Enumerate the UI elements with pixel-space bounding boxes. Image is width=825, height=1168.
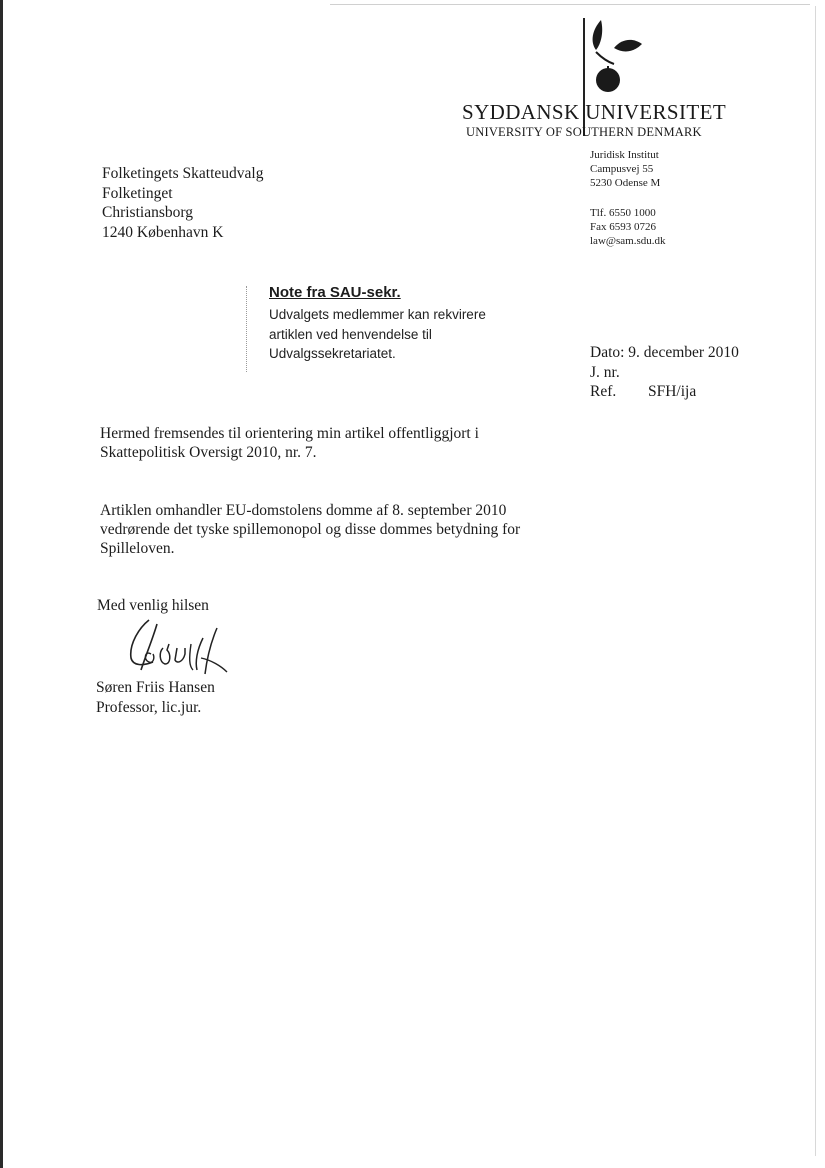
note-stamp-border: [246, 286, 248, 372]
university-name: SYDDANSK UNIVERSITET: [462, 100, 727, 124]
note-title: Note fra SAU-sekr.: [269, 284, 401, 301]
institute-address: [590, 148, 660, 190]
letter-meta: [590, 343, 739, 402]
closing-greeting: Med venlig hilsen: [97, 597, 209, 614]
email-address: law@sam.sdu.dk: [590, 235, 666, 247]
body-line: Skattepolitisk Oversigt 2010, nr. 7.: [100, 444, 317, 461]
signer-name: Søren Friis Hansen: [96, 679, 215, 696]
letter-date: Dato: 9. december 2010: [590, 344, 739, 361]
body-line: Hermed fremsendes til orientering min artikel offentliggjort i: [100, 425, 479, 442]
sdu-tree-logo-icon: [584, 18, 646, 94]
scan-edge-top: [330, 4, 810, 5]
reference-value: SFH/ija: [648, 383, 697, 400]
recipient-line: 1240 København K: [102, 223, 224, 241]
phone-number: Tlf. 6550 1000: [590, 207, 656, 219]
signer-title: Professor, lic.jur.: [96, 698, 202, 716]
university-name-english: UNIVERSITY OF SOUTHERN DENMARK: [466, 125, 702, 139]
recipient-line: Folketinget: [102, 184, 173, 202]
institute-name: Juridisk Institut: [590, 149, 659, 161]
institute-city: 5230 Odense M: [590, 177, 661, 189]
contact-block: [590, 206, 666, 248]
reference-label: Ref.: [590, 383, 617, 400]
note-line: Udvalgssekretariatet.: [269, 346, 396, 361]
note-line: artiklen ved henvendelse til: [269, 326, 432, 342]
scan-edge-left: [0, 0, 3, 1168]
journal-number: J. nr.: [590, 363, 620, 381]
body-paragraph: [100, 424, 540, 462]
institute-street: Campusvej 55: [590, 163, 654, 175]
body-line: vedrørende det tyske spillemonopol og disse dommes betydning for: [100, 521, 521, 538]
signer-block: [96, 678, 215, 717]
fax-number: Fax 6593 0726: [590, 221, 656, 233]
recipient-line: Folketingets Skatteudvalg: [102, 165, 264, 182]
recipient-address: [102, 164, 263, 242]
note-body: [269, 305, 486, 364]
body-paragraph: [100, 501, 540, 558]
scan-edge-right: [815, 6, 816, 1156]
body-line: Spilleloven.: [100, 540, 175, 557]
body-line: Artiklen omhandler EU-domstolens domme af 8. september 2010: [100, 502, 507, 519]
recipient-line: Christiansborg: [102, 204, 193, 221]
note-line: Udvalgets medlemmer kan rekvirere: [269, 307, 486, 322]
handwritten-signature: [117, 614, 242, 680]
